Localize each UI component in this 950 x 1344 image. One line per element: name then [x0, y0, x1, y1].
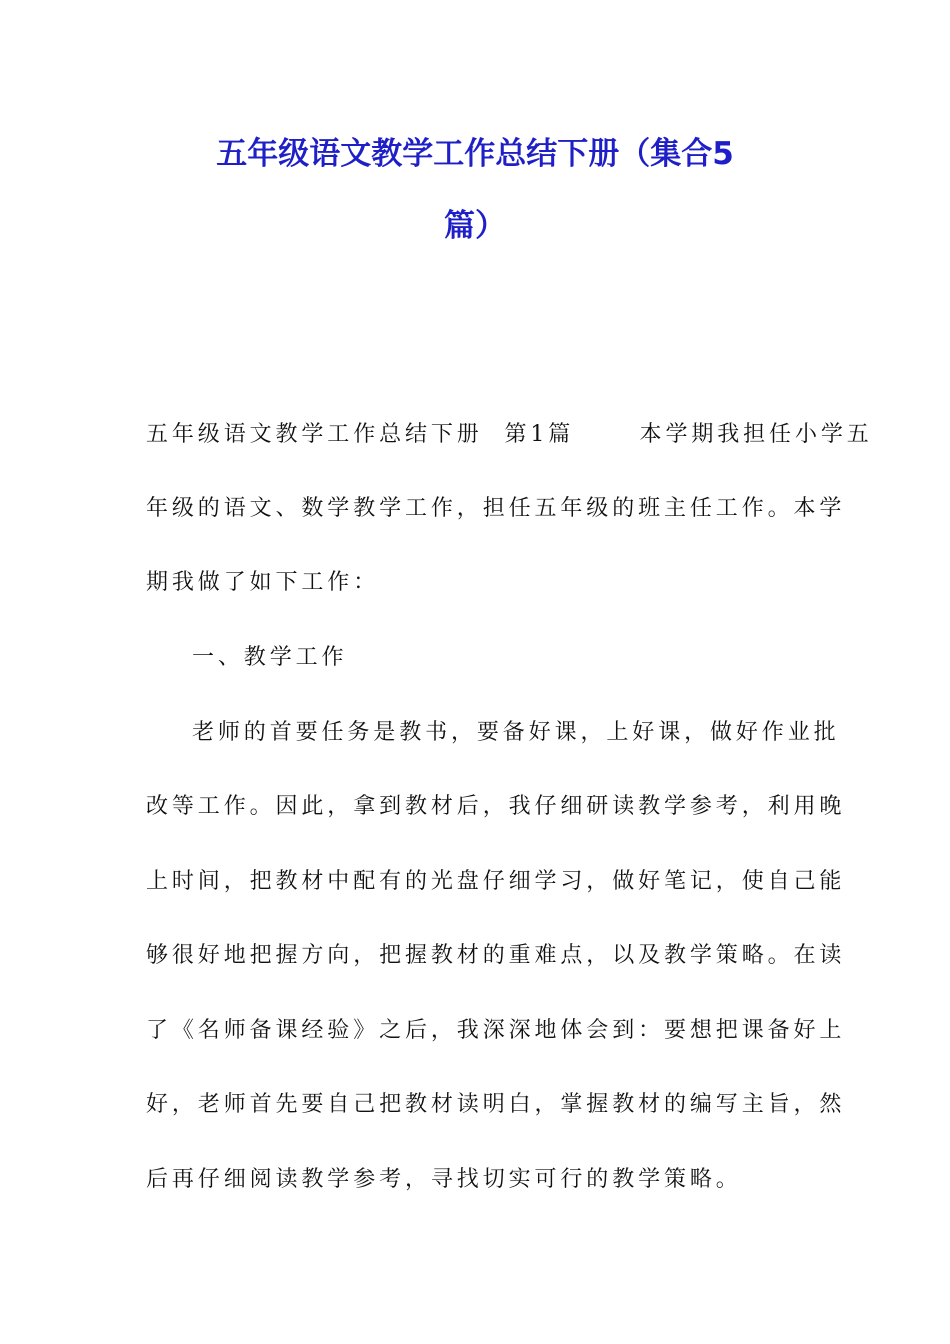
- body-line: 年级的语文、数学教学工作，担任五年级的班主任工作。本学: [146, 496, 846, 521]
- body-line: 老师的首要任务是教书，要备好课，上好课，做好作业批: [192, 720, 840, 745]
- body-line: 了《名师备课经验》之后，我深深地体会到：要想把课备好上: [146, 1018, 846, 1043]
- body-line: 后再仔细阅读教学参考，寻找切实可行的教学策略。: [146, 1167, 742, 1192]
- body-line: 期我做了如下工作：: [146, 570, 380, 595]
- body-line: 改等工作。因此，拿到教材后，我仔细研读教学参考，利用晚: [146, 794, 846, 819]
- section-heading: 一、教学工作: [192, 645, 348, 670]
- body-line: 够很好地把握方向，把握教材的重难点，以及教学策略。在读: [146, 943, 846, 968]
- body-line: 上时间，把教材中配有的光盘仔细学习，做好笔记，使自己能: [146, 869, 846, 894]
- document-title-line-1: 五年级语文教学工作总结下册（集合5: [216, 136, 734, 172]
- document-title-line-2: 篇）: [444, 208, 506, 244]
- body-line: 好，老师首先要自己把教材读明白，掌握教材的编写主旨，然: [146, 1092, 846, 1117]
- body-line: 五年级语文教学工作总结下册 第1篇 本学期我担任小学五: [146, 422, 873, 447]
